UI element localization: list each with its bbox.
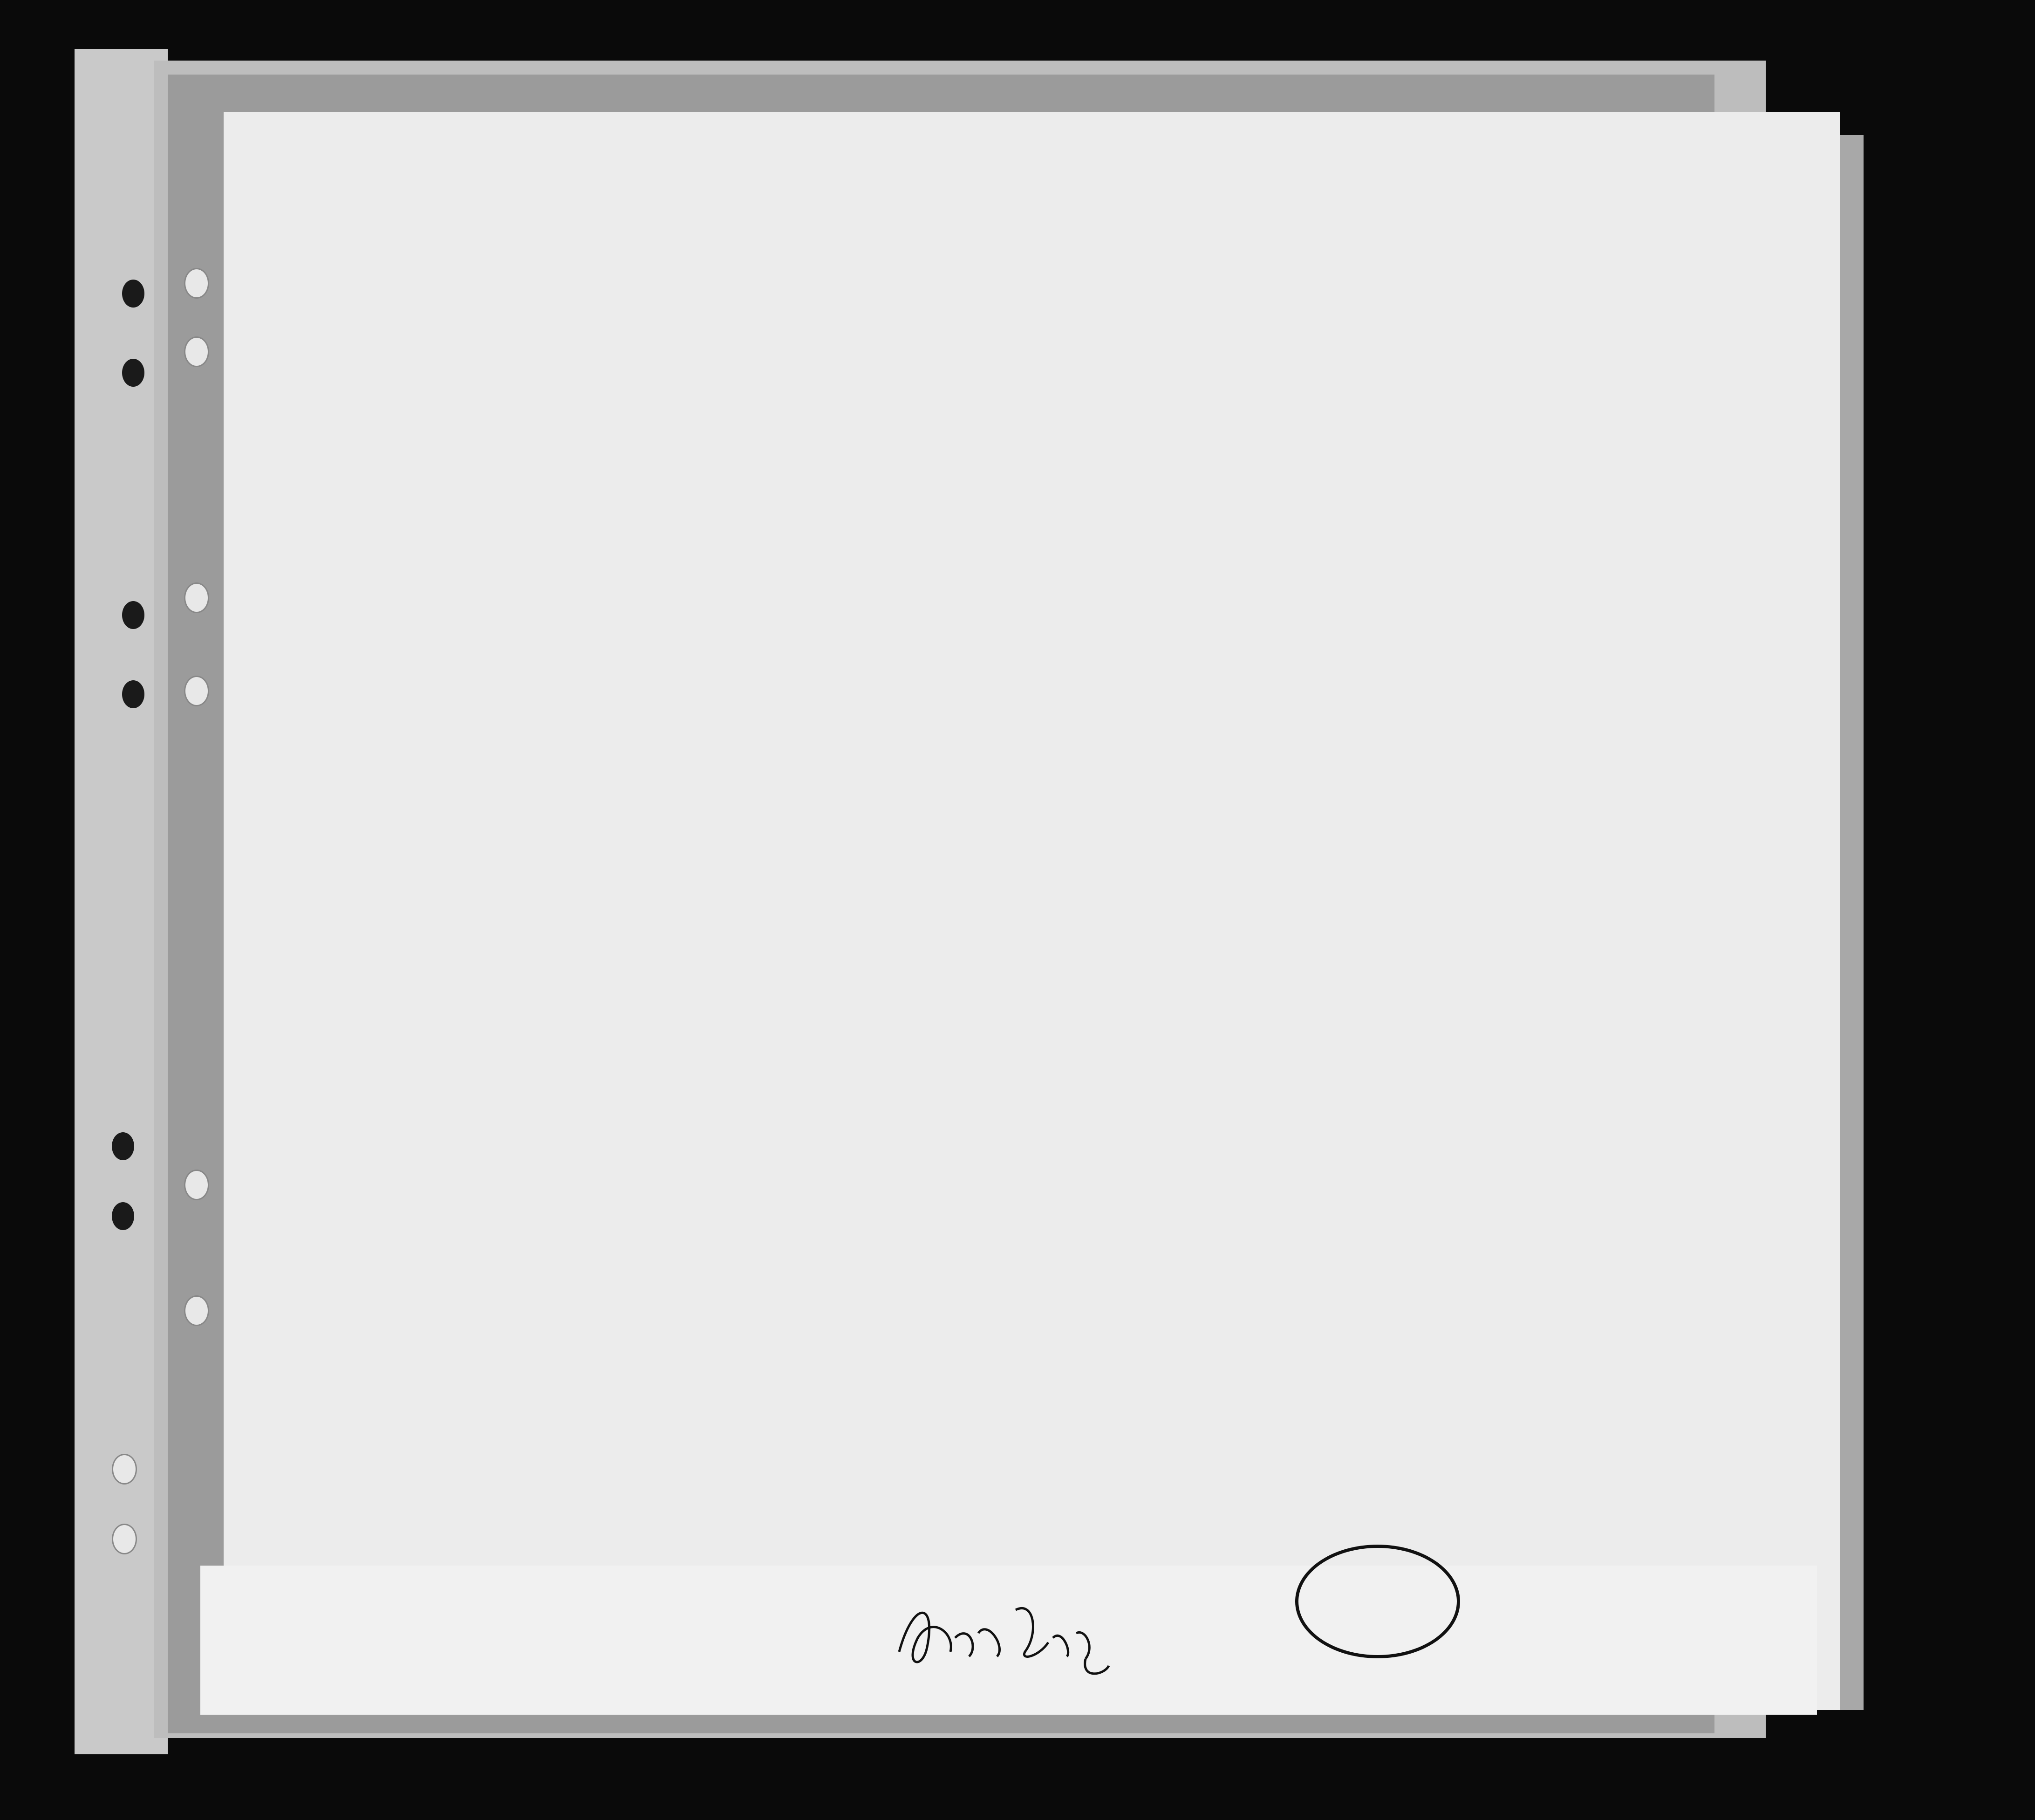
manifest-page: [224, 112, 1840, 1710]
inspector-signature: [885, 1582, 1118, 1694]
punch-hole: [122, 680, 144, 708]
punch-hole: [122, 601, 144, 629]
punch-hole: [112, 1132, 134, 1160]
punch-hole: [184, 268, 209, 299]
punch-hole: [184, 1295, 209, 1326]
punch-hole: [184, 336, 209, 367]
punch-hole: [184, 1170, 209, 1200]
punch-hole: [184, 582, 209, 613]
punch-hole: [184, 676, 209, 706]
office-stamp: [1295, 1545, 1460, 1658]
punch-hole: [112, 1524, 137, 1554]
punch-hole: [112, 1454, 137, 1485]
punch-hole: [122, 359, 144, 387]
punch-hole: [122, 280, 144, 308]
punch-hole: [112, 1202, 134, 1230]
